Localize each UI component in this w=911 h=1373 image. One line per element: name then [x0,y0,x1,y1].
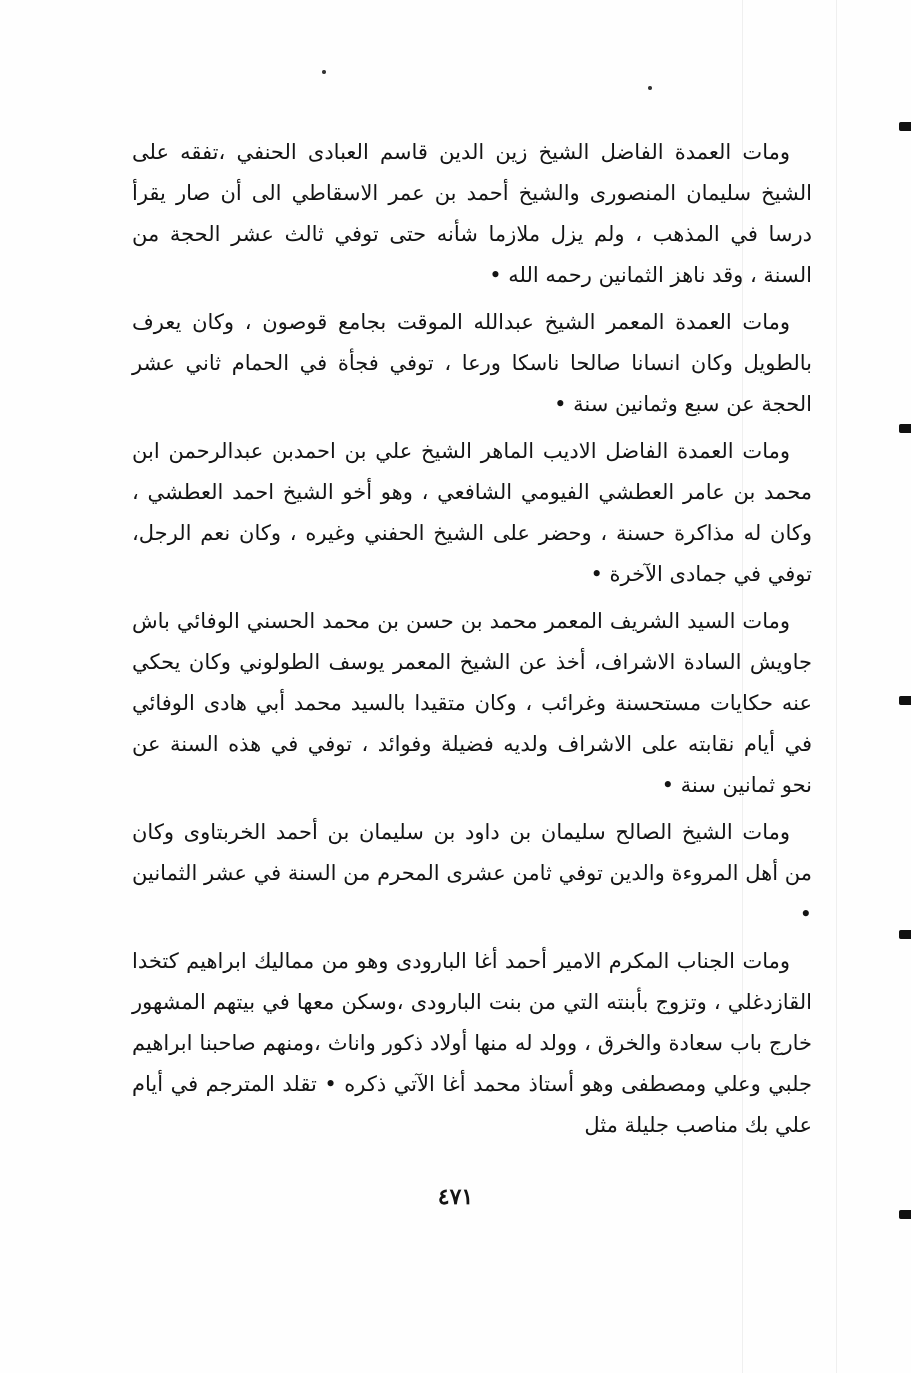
paragraph: ومات الشيخ الصالح سليمان بن داود بن سليمان بن أحمد الخربتاوى وكان من أهل المروءة والدين توفي ثامن عشرى المحرم من السنة في عشر الثمانين • [132,820,812,926]
page-edge-mark [899,122,911,131]
ink-speck [648,86,652,90]
paragraph: ومات العمدة الفاضل الشيخ زين الدين قاسم العبادى الحنفي ،تفقه على الشيخ سليمان المنصورى والشيخ أحمد بن عمر الاسقاطي الى أن صار يقرأ درسا في المذهب ، ولم يزل ملازما شأنه حتى توفي ثالث عشر الحجة من السنة ، وقد ناهز الثمانين رحمه الله • [132,140,812,287]
page-edge-mark [899,696,911,705]
page-edge-mark [899,424,911,433]
body-text [132,132,812,1152]
page-edge-mark [899,930,911,939]
paragraph: ومات العمدة المعمر الشيخ عبدالله الموقت بجامع قوصون ، وكان يعرف بالطويل وكان انسانا صالحا ناسكا ورعا ، توفي فجأة في الحمام ثاني عشر الحجة عن سبع وثمانين سنة • [132,310,812,416]
page-edge-mark [899,1210,911,1219]
ink-speck [322,70,326,74]
paragraph: ومات الجناب المكرم الامير أحمد أغا البارودى وهو من مماليك ابراهيم كتخدا القازدغلي ، وتزوج بأبنته التي من بنت البارودى ،وسكن معها في بيتهم المشهور خارج باب سعادة والخرق ، وولد له منها أولاد ذكور واناث ،ومنهم صاحبنا ابراهيم جلبي وعلي ومصطفى وهو أستاذ محمد أغا الآتي ذكره • تقلد المترجم في أيام علي بك مناصب جليلة مثل [132,949,812,1137]
fold-line [836,0,837,1373]
paragraph: ومات السيد الشريف المعمر محمد بن حسن بن محمد الحسني الوفائي باش جاويش السادة الاشراف، أخذ عن الشيخ المعمر يوسف الطولوني وكان يحكي عنه حكايات مستحسنة وغرائب ، وكان متقيدا بالسيد محمد أبي هادى الوفائي في أيام نقابته على الاشراف ولديه فضيلة وفوائد ، توفي في هذه السنة عن نحو ثمانين سنة • [132,609,812,797]
page-number: ٤٧١ [437,1184,474,1210]
paragraph: ومات العمدة الفاضل الاديب الماهر الشيخ علي بن احمدبن عبدالرحمن ابن محمد بن عامر العطشي الفيومي الشافعي ، وهو أخو الشيخ احمد العطشي ، وكان له مذاكرة حسنة ، وحضر على الشيخ الحفني وغيره ، وكان نعم الرجل، توفي في جمادى الآخرة • [132,439,812,586]
